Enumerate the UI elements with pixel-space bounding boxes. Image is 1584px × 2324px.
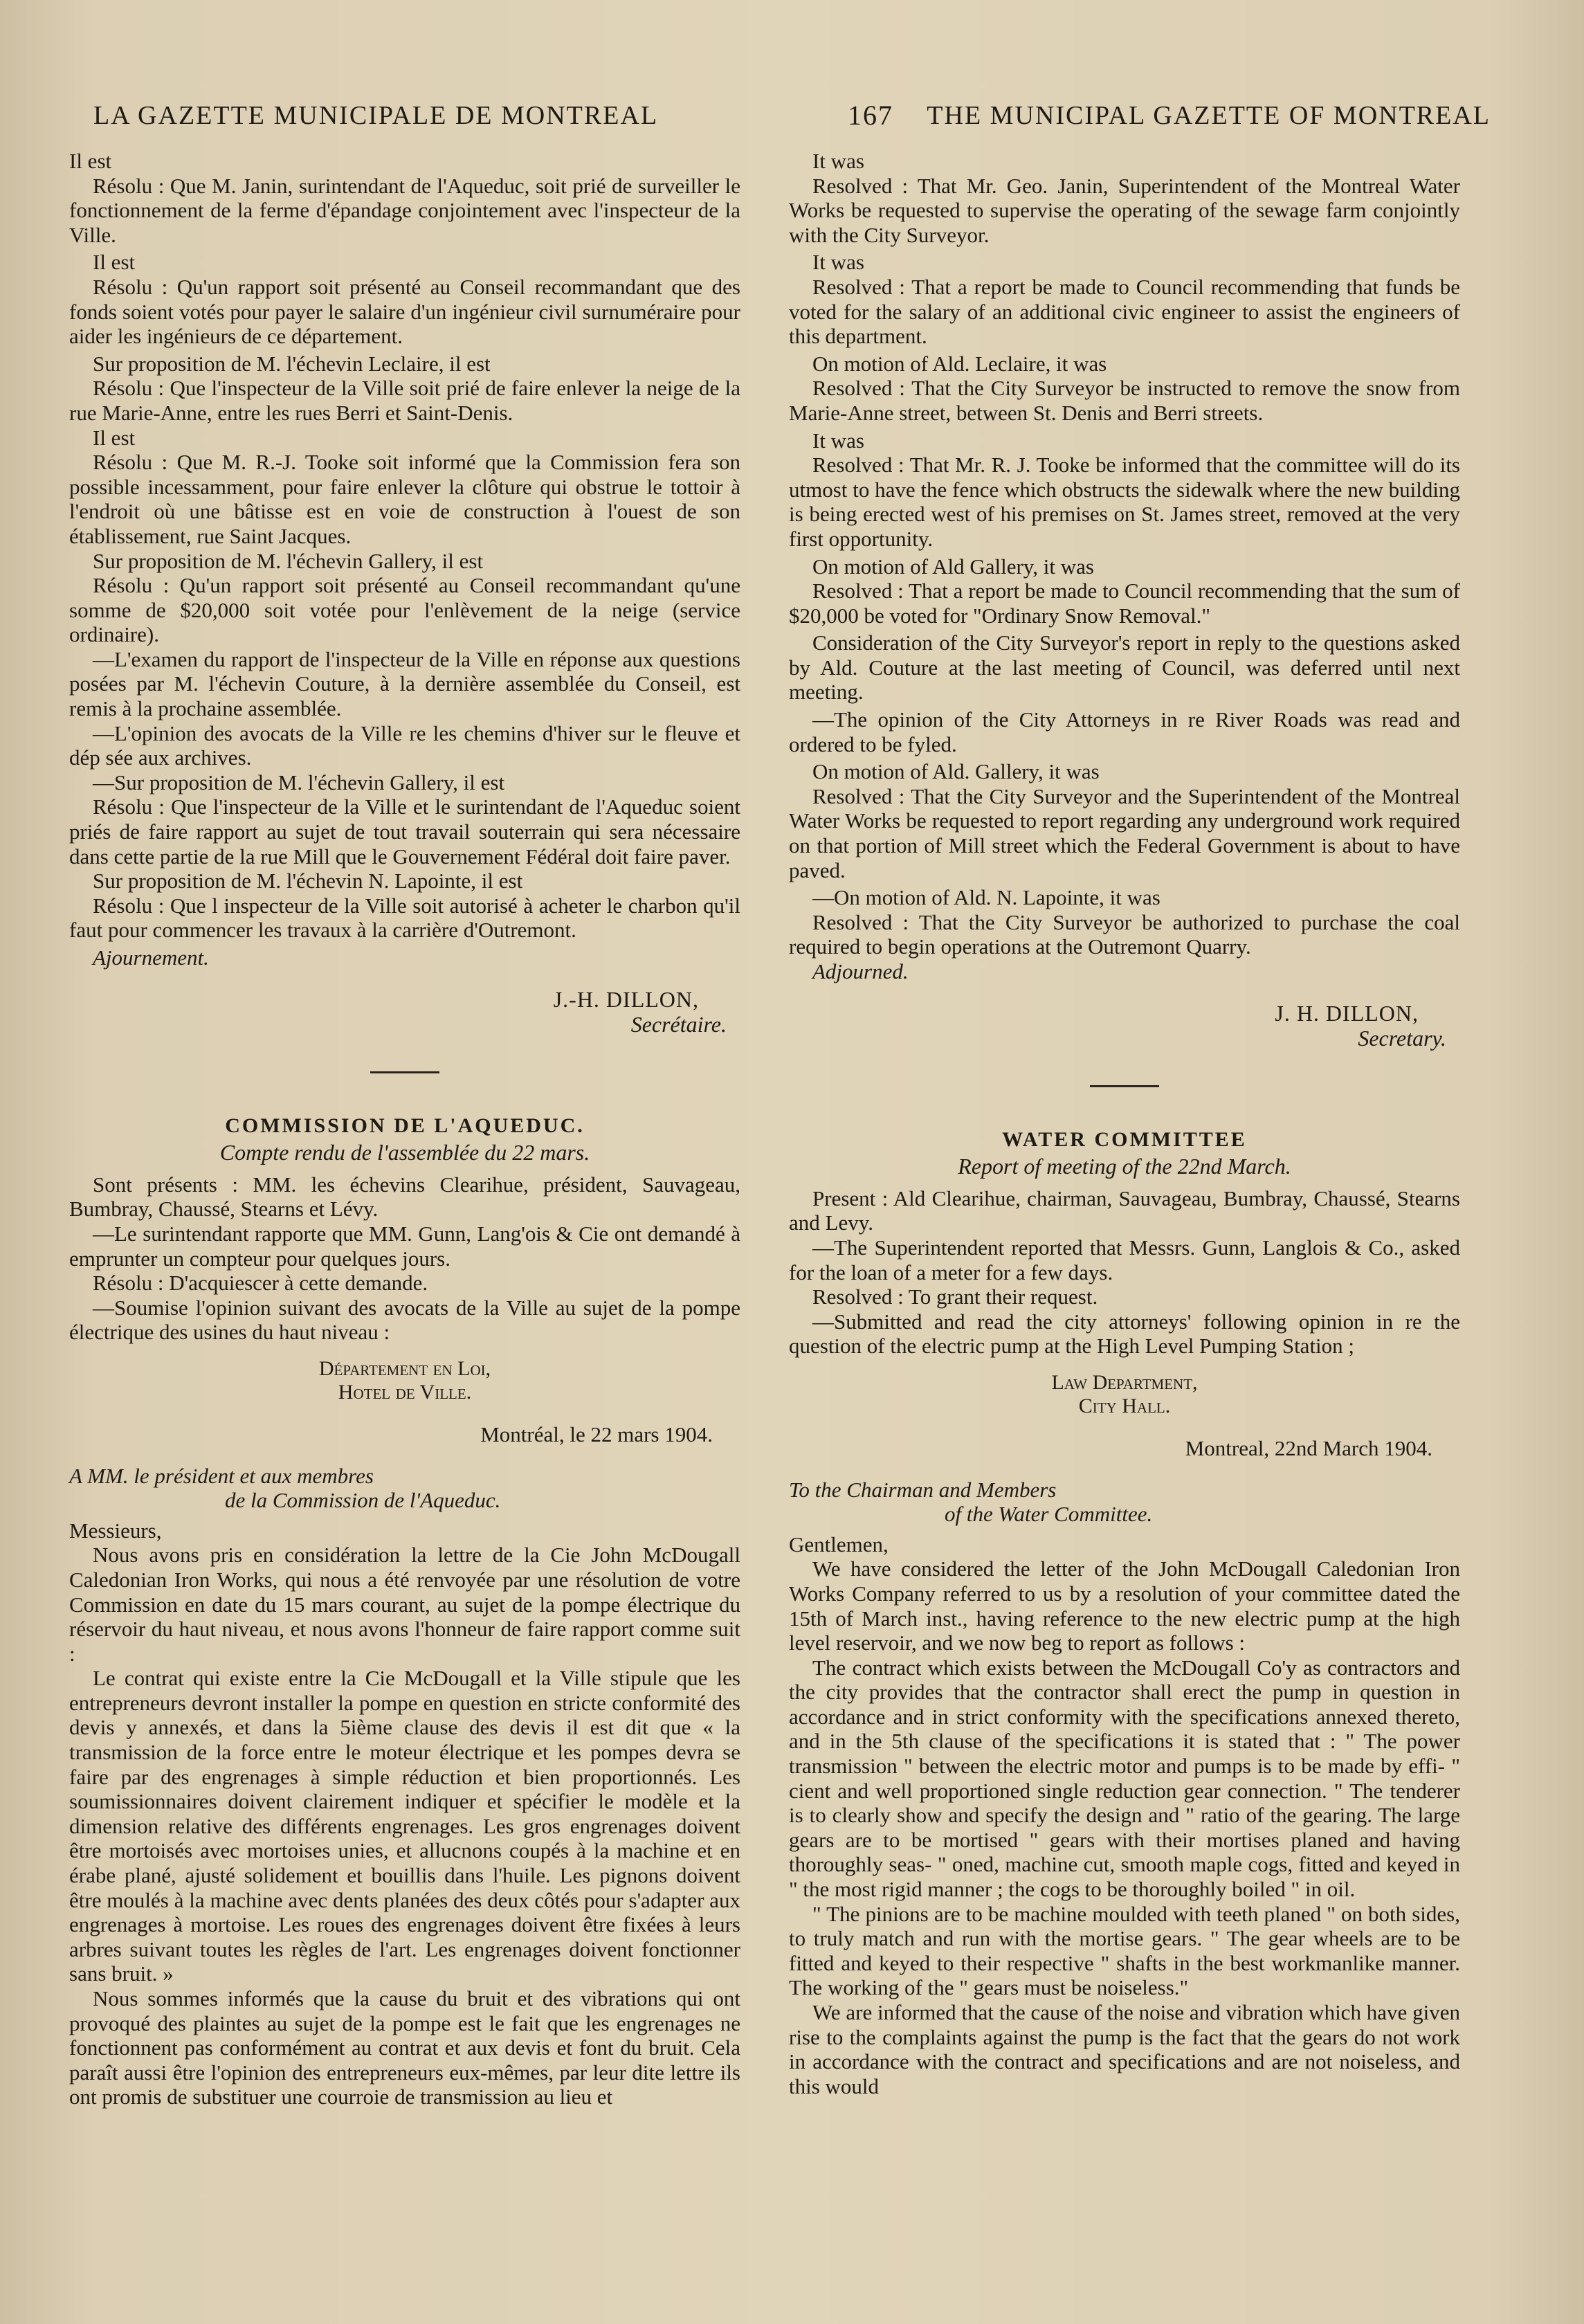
adjournment: Ajournement. [93,945,209,970]
signature-block [69,987,740,1037]
header-title-french: LA GAZETTE MUNICIPALE DE MONTREAL [93,101,659,130]
paragraph: Consideration of the City Surveyor's report in reply to the questions asked by Ald. Couture at the last meeting of Council, was deferred until next meeting. [789,630,1460,705]
paragraph: —The Superintendent reported that Messrs. Gunn, Langlois & Co., asked for the loan of a meter for a few days. [789,1235,1460,1284]
paragraph: Resolved : That the City Surveyor be authorized to purchase the coal required to begin operations at the Outremont Quarry. [789,909,1460,959]
paragraph: Resolved : That Mr. Geo. Janin, Superintendent of the Montreal Water Works be requested to supervise the operating of the sewage farm conjointly with the City Surveyor. [789,173,1460,247]
paragraph: Résolu : Que l'inspecteur de la Ville soit prié de faire enlever la neige de la rue Marie-Anne, entre les rues Berri et Saint-Denis. [69,376,740,425]
paragraph: Résolu : Que M. R.-J. Tooke soit informé que la Commission fera son possible incessamment, pour faire enlever la clôture qui obstrue le tottoir à l'endroit où une bâtisse est en voie de construction à l'ouest de son établissement, rue Saint Jacques. [69,450,740,548]
signature-name: J.-H. DILLON, [553,986,699,1012]
paragraph: Resolved : That a report be made to Council recommending that the sum of $20,000 be voted for "Ordinary Snow Removal." [789,579,1460,628]
paragraph: Resolved : That the City Surveyor be instructed to remove the snow from Marie-Anne street, between St. Denis and Berri streets. [789,376,1460,425]
paragraph: —Sur proposition de M. l'échevin Gallery, il est [93,770,505,795]
letter-salutation: Messieurs, [69,1518,162,1543]
paragraph: Nous avons pris en considération la lettre de la Cie John McDougall Caledonian Iron Works, qui nous a été renvoyée par une résolution de votre Commission en date du 15 mars courant, au sujet de la pompe électrique du réservoir du haut niveau, et nous avons l'honneur de faire rapport comme suit : [69,1543,740,1666]
paragraph: Sur proposition de M. l'échevin Gallery, il est [93,548,484,573]
paragraph: Il est [69,149,112,173]
paragraph: Sur proposition de M. l'échevin Leclaire, il est [93,351,491,376]
paragraph: Résolu : Qu'un rapport soit présenté au Conseil recommandant qu'une somme de $20,000 soit votée pour l'enlèvement de la neige (service ordinaire). [69,573,740,647]
letterhead-department: Law Department, [1051,1370,1198,1394]
letter-salutation: Gentlemen, [789,1532,889,1556]
paragraph: The contract which exists between the McDougall Co'y as contractors and the city provides that the contractor shall erect the pump in question in accordance and in strict conformity with the specifications annexed thereto, and in the 5th clause of the specifications it is stated that : " The power transmission " between the electric motor and pumps is to be made by effi- " cient and well proportioned single reduction gear connection. " The tenderer is to clearly show and specify the design and " ratio of the gearing. The large gears are to be mortised " gears with their mortises planed and having thoroughly seas- " oned, machine cut, smooth maple cogs, fitted and keyed in " the most rigid manner ; the cogs to be thoroughly boiled " in oil. [789,1655,1460,1902]
section-subtitle: Compte rendu de l'assemblée du 22 mars. [219,1140,590,1165]
letter-date: Montreal, 22nd March 1904. [1185,1435,1432,1460]
letter-date: Montréal, le 22 mars 1904. [480,1422,713,1446]
adjournment: Adjourned. [812,959,909,983]
paragraph: We are informed that the cause of the noise and vibration which have given rise to the complaints against the pump is the fact that the gears do not work in accordance with the contract and specifications and are not noiseless, and this would [789,2000,1460,2098]
section-divider [370,1071,439,1073]
paragraph: Resolved : To grant their request. [812,1284,1098,1309]
signature-name: J. H. DILLON, [1275,1000,1419,1026]
english-column [789,149,1460,2098]
paragraph: On motion of Ald. Leclaire, it was [812,351,1107,376]
paragraph: It was [812,149,864,173]
letter-address-line: To the Chairman and Members [789,1477,1057,1502]
letter-address-line: of the Water Committee. [945,1502,1153,1527]
letterhead-building: City Hall. [1078,1394,1171,1417]
letterhead [789,1371,1460,1418]
letterhead [69,1357,740,1404]
header-title-english: THE MUNICIPAL GAZETTE OF MONTREAL [927,101,1491,130]
letterhead-building: Hotel de Ville. [338,1380,472,1404]
paragraph: Sont présents : MM. les échevins Clearihue, président, Sauvageau, Bumbray, Chaussé, Stearns et Lévy. [69,1172,740,1222]
paragraph: On motion of Ald. Gallery, it was [812,759,1100,784]
paragraph: Il est [93,250,136,275]
paragraph: Present : Ald Clearihue, chairman, Sauvageau, Bumbray, Chaussé, Stearns and Levy. [789,1186,1460,1235]
paragraph: Le contrat qui existe entre la Cie McDougall et la Ville stipule que les entrepreneurs devront installer la pompe en question en stricte conformité des devis y annexés, et dans la 5ième clause des devis il est dit que « la transmission de la force entre le moteur électrique et les pompes devra se faire par des engrenages à simple réduction et bien proportionnés. Les soumissionnaires doivent clairement indiquer et spécifier le modèle et la dimension relative des différents engrenages. Les gros engrenages doivent être mortoisés avec mortoises unies, et allucnons coupés à la machine et en érabe plané, ajusté solidement et bouillis dans l'huile. Les pignons doivent être moulés à la machine avec dents planées des deux côtés pour s'adapter aux engrenages à mortoise. Les roues des engrenages doivent être fixées à leurs arbres suivant toutes les règles de l'art. Les engrenages doivent fonctionner sans bruit. » [69,1666,740,1986]
paragraph: Sur proposition de M. l'échevin N. Lapointe, il est [93,869,523,893]
signature-block [789,1001,1460,1051]
paragraph: —L'opinion des avocats de la Ville re les chemins d'hiver sur le fleuve et dép sée aux archives. [69,720,740,770]
section-subtitle: Report of meeting of the 22nd March. [958,1154,1291,1179]
paragraph: —Submitted and read the city attorneys' following opinion in re the question of the electric pump at the High Level Pumping Station ; [789,1309,1460,1359]
signature-title: Secrétaire. [630,1011,727,1037]
french-column [69,149,740,2109]
paragraph: Résolu : Que l inspecteur de la Ville soit autorisé à acheter le charbon qu'il faut pour commencer les travaux à la carrière d'Outremont. [69,893,740,943]
paragraph: Il est [93,425,136,450]
paragraph: It was [812,428,864,453]
paragraph: —The opinion of the City Attorneys in re River Roads was read and ordered to be fyled. [789,707,1460,756]
page-number: 167 [848,100,893,131]
page-header [93,93,1491,135]
section-title: WATER COMMITTEE [1002,1127,1247,1151]
paragraph: Nous sommes informés que la cause du bruit et des vibrations qui ont provoqué des plaintes au sujet de la pompe est le fait que les engrenages ne fonctionnent pas conformément au contrat et aux devis et font du bruit. Cela paraît aussi être l'opinion des entrepreneurs eux-mêmes, par leur dite lettre ils ont promis de substituer une courroie de transmission au lieu et [69,1986,740,2109]
paragraph: —Le surintendant rapporte que MM. Gunn, Lang'ois & Cie ont demandé à emprunter un compteur pour quelques jours. [69,1221,740,1271]
paragraph: On motion of Ald Gallery, it was [812,554,1094,579]
section-divider [1090,1085,1159,1087]
paragraph: It was [812,250,864,275]
paragraph: —L'examen du rapport de l'inspecteur de la Ville en réponse aux questions posées par M. l'échevin Couture, à la dernière assemblée du Conseil, est remis à la prochaine assemblée. [69,646,740,721]
paragraph: " The pinions are to be machine moulded with teeth planed " on both sides, to truly match and run with the mortise gears. " The gear wheels are to be fitted and keyed to their respective " shafts in the best workmanlike manner. The working of the " gears must be noiseless." [789,1901,1460,2000]
paragraph: —Soumise l'opinion suivant des avocats de la Ville au sujet de la pompe électrique des usines du haut niveau : [69,1295,740,1345]
letterhead-department: Département en Loi, [318,1356,491,1380]
paragraph: Résolu : Que M. Janin, surintendant de l'Aqueduc, soit prié de surveiller le fonctionnement de la ferme d'épandage conjointement avec l'inspecteur de la Ville. [69,173,740,247]
paragraph: We have considered the letter of the John McDougall Caledonian Iron Works Company referred to us by a resolution of your committee dated the 15th of March inst., having reference to the new electric pump at the high level reservoir, and we now beg to report as follows : [789,1556,1460,1655]
paragraph: Resolved : That the City Surveyor and the Superintendent of the Montreal Water Works be requested to report regarding any underground work required on that portion of Mill street which the Federal Government is about to have paved. [789,783,1460,882]
paragraph: Résolu : Que l'inspecteur de la Ville et le surintendant de l'Aqueduc soient priés de faire rapport au sujet de tout travail souterrain qui sera nécessaire dans cette partie de la rue Mill que le Gouvernement Fédéral doit faire paver. [69,795,740,869]
paragraph: —On motion of Ald. N. Lapointe, it was [812,885,1160,910]
letter-address-line: de la Commission de l'Aqueduc. [225,1488,501,1513]
paragraph: Resolved : That Mr. R. J. Tooke be informed that the committee will do its utmost to have the fence which obstructs the sidewalk where the new building is being erected west of his premises on St. James street, removed at the very first opportunity. [789,453,1460,551]
signature-title: Secretary. [1358,1025,1446,1051]
section-title: COMMISSION DE L'AQUEDUC. [225,1114,585,1137]
paragraph: Résolu : Qu'un rapport soit présenté au Conseil recommandant que des fonds soient votés pour payer le salaire d'un ingénieur civil surnuméraire pour aider les ingénieurs de ce département. [69,274,740,349]
paragraph: Résolu : D'acquiescer à cette demande. [93,1271,428,1296]
paragraph: Resolved : That a report be made to Council recommending that funds be voted for the salary of an additional civic engineer to assist the engineers of this department. [789,274,1460,349]
letter-address-line: A MM. le président et aux membres [69,1463,374,1488]
